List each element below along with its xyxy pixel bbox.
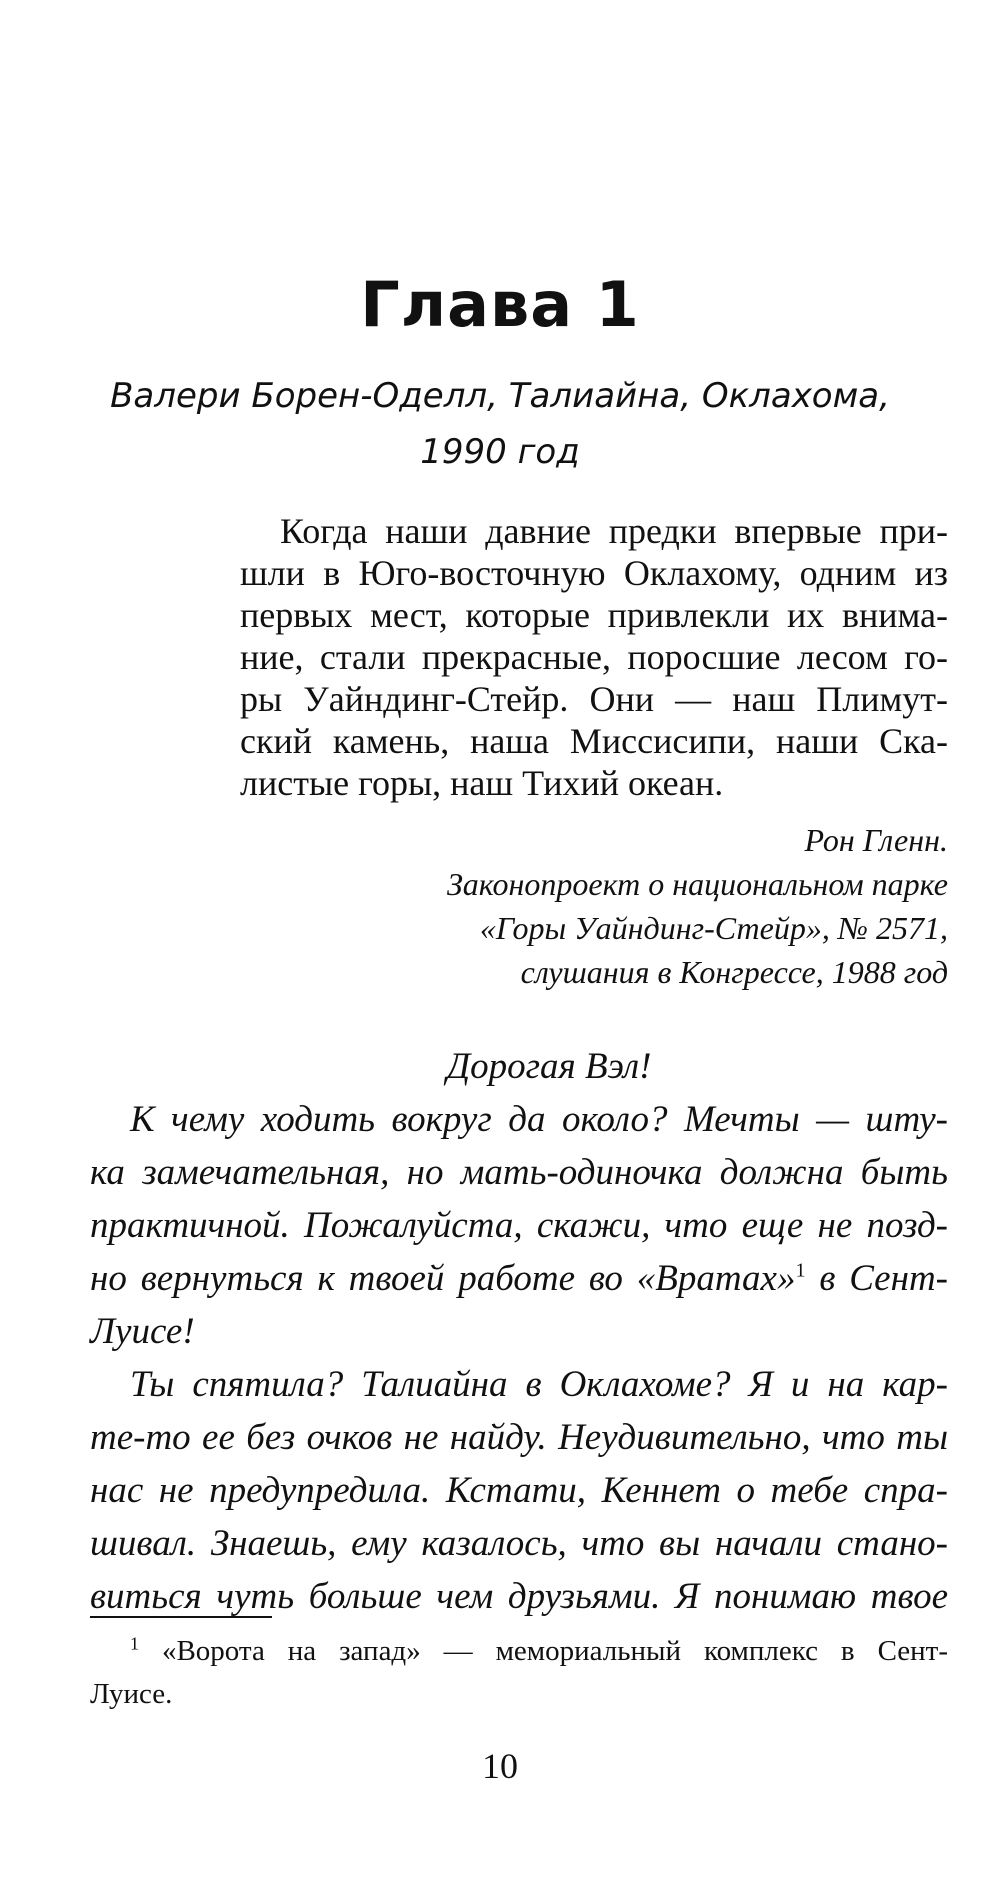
- letter-line: К чему ходить вокруг да около? Мечты — шту-: [130, 1099, 948, 1140]
- letter-line: нас не предупредила. Кстати, Кеннет о тебе спра-: [90, 1470, 948, 1511]
- letter-body: [90, 1040, 948, 1623]
- letter-line: Луисе!: [90, 1311, 195, 1352]
- footnote: [90, 1630, 948, 1716]
- subtitle-line: 1990 год: [420, 432, 580, 472]
- chapter-title: Глава 1: [360, 268, 640, 341]
- epigraph-line: шли в Юго-восточную Оклахому, одним из: [240, 553, 948, 593]
- epigraph-line: ние, стали прекрасные, поросшие лесом го-: [240, 637, 948, 677]
- epigraph-line: первых мест, которые привлекли их внима-: [240, 595, 948, 635]
- letter-line: практичной. Пожалуйста, скажи, что еще не позд-: [90, 1205, 948, 1246]
- epigraph-attribution: [328, 818, 948, 994]
- letter-line: шивал. Знаешь, ему казалось, что вы начали стано-: [90, 1523, 948, 1564]
- letter-salutation: Дорогая Вэл!: [446, 1046, 652, 1087]
- attribution-line: «Горы Уайндинг-Стейр», № 2571,: [479, 910, 948, 946]
- letter-line: ка замечательная, но мать-одиночка должна быть: [90, 1152, 948, 1193]
- letter-line: виться чуть больше чем друзьями. Я понимаю твое: [90, 1576, 948, 1617]
- footnote-reference[interactable]: 1: [795, 1259, 806, 1282]
- letter-line: те-то ее без очков не найду. Неудивительно, что ты: [90, 1417, 948, 1458]
- attribution-author: Рон Гленн.: [804, 822, 948, 858]
- epigraph-line: ры Уайндинг-Стейр. Они — наш Плимут-: [240, 679, 948, 719]
- epigraph-line: листые горы, наш Тихий океан.: [240, 763, 724, 803]
- epigraph: [240, 510, 948, 804]
- footnote-line: [90, 1630, 948, 1673]
- page-number: 10: [482, 1746, 518, 1786]
- epigraph-line: ский камень, наша Миссисипи, наши Ска-: [240, 721, 948, 761]
- attribution-line: слушания в Конгрессе, 1988 год: [520, 954, 948, 990]
- attribution-line: Законопроект о национальном парке: [446, 866, 948, 902]
- footnote-line: Луисе.: [90, 1678, 173, 1710]
- letter-line-text: в Сент-: [805, 1258, 949, 1299]
- footnote-mark: 1: [130, 1633, 139, 1654]
- subtitle-line: Валери Борен-Оделл, Талиайна, Оклахома,: [110, 376, 890, 416]
- letter-line: Ты спятила? Талиайна в Оклахоме? Я и на кар-: [130, 1364, 948, 1405]
- letter-line: [90, 1252, 948, 1305]
- letter-line-text: но вернуться к твоей работе во «Вратах»: [90, 1258, 796, 1299]
- footnote-divider: [90, 1616, 272, 1618]
- footnote-text: «Ворота на запад» — мемориальный комплекс в Сент-: [161, 1635, 948, 1667]
- chapter-subtitle: [80, 368, 920, 480]
- epigraph-line: Когда наши давние предки впервые при-: [280, 511, 948, 551]
